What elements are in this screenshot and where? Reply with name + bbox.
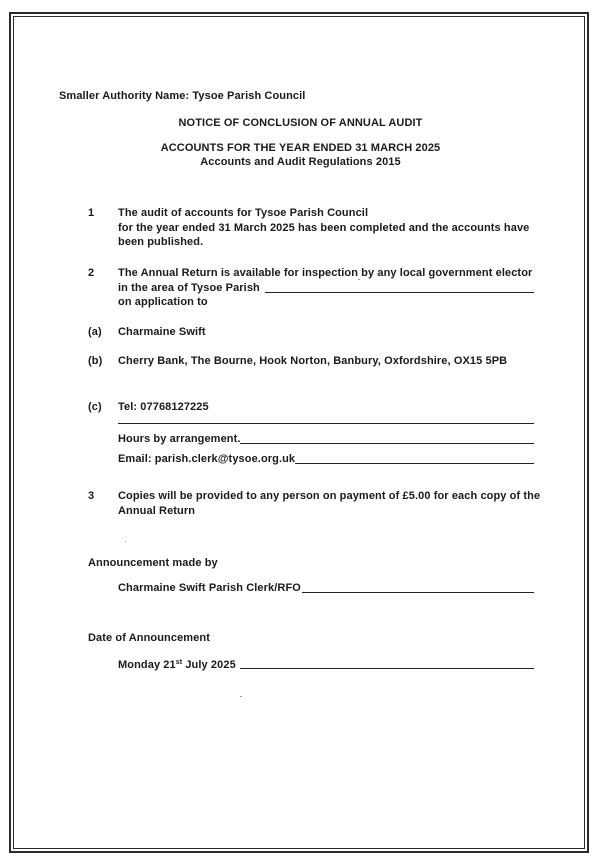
announcement-label: Announcement made by [88,557,218,569]
announcement-date [118,658,236,672]
email-fill-line [295,463,534,464]
item-3-line-2: Annual Return [118,505,196,517]
item-2-number: 2 [88,267,95,279]
date-label: Date of Announcement [88,632,210,644]
item-3-number: 3 [88,490,95,502]
hours-fill-line [240,443,534,444]
item-c-number: (c) [88,401,102,413]
contact-telephone: Tel: 07768127225 [118,401,209,413]
item-3-line-1: Copies will be provided to any person on payment of £5.00 for each copy of the [118,490,541,502]
contact-address: Cherry Bank, The Bourne, Hook Norton, Banbury, Oxfordshire, OX15 5PB [118,355,508,367]
scan-speck [358,279,360,280]
date-fill-line [240,668,534,669]
item-1-line-3: been published. [118,236,204,248]
item-1-line-1: The audit of accounts for Tysoe Parish Council [118,207,369,219]
date-month-year: July 2025 [182,659,236,671]
contact-name: Charmaine Swift [118,326,206,338]
scan-speck [125,541,126,542]
item-2-line-1: The Annual Return is available for inspection by any local government elector [118,267,533,279]
date-day: Monday 21 [118,659,176,671]
date-ordinal-suffix: st [175,659,183,666]
accounts-title: ACCOUNTS FOR THE YEAR ENDED 31 MARCH 2025 [160,142,441,154]
notice-title: NOTICE OF CONCLUSION OF ANNUAL AUDIT [178,117,423,129]
authority-name: Smaller Authority Name: Tysoe Parish Council [59,90,306,102]
item-2-line-2: in the area of Tysoe Parish [118,282,260,294]
regulations-title: Accounts and Audit Regulations 2015 [200,156,401,168]
item-b-number: (b) [88,355,103,367]
scan-speck [240,696,242,697]
item-2-fill-line [265,292,534,293]
item-a-number: (a) [88,326,102,338]
item-2-line-3: on application to [118,296,208,308]
contact-email: Email: parish.clerk@tysoe.org.uk [118,453,296,465]
announcer-fill-line [302,592,534,593]
item-1-line-2: for the year ended 31 March 2025 has been completed and the accounts have [118,222,530,234]
item-1-number: 1 [88,207,95,219]
contact-hours: Hours by arrangement. [118,433,241,445]
blank-fill-line [118,423,534,424]
announcer-name: Charmaine Swift Parish Clerk/RFO [118,582,301,594]
